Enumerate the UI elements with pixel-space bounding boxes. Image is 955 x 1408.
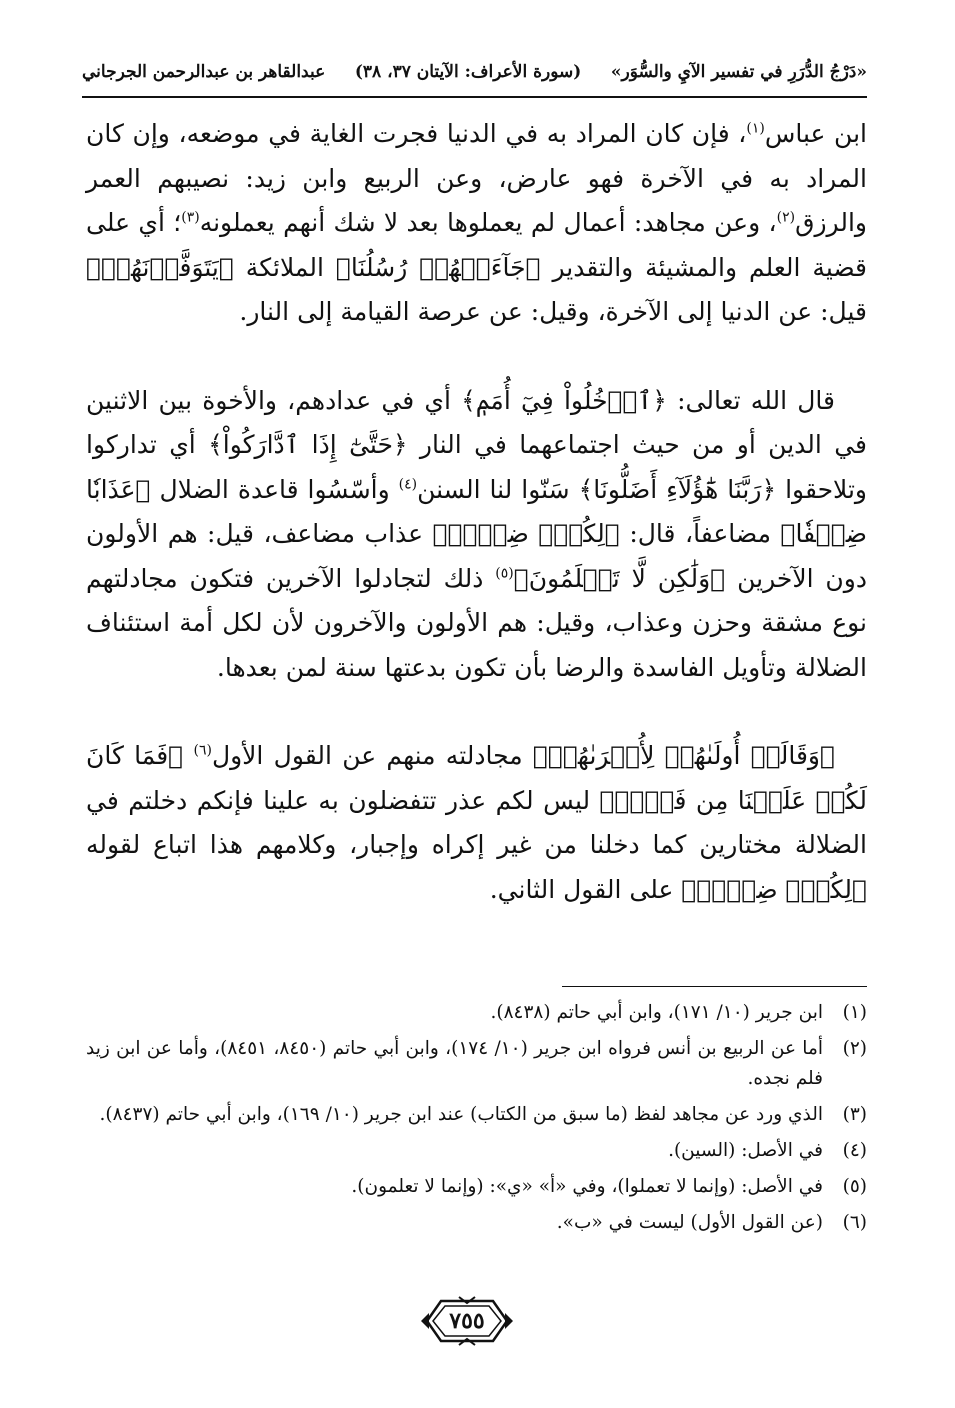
footnote-item [86, 1034, 867, 1094]
footnote-text: (عن القول الأول) ليست في «ب». [556, 1212, 823, 1233]
text-run: ليس لكم عذر تتفضلون به علينا فإنكم دخلتم في الضلالة مختارين كما دخلنا من غير إكراه وإجبار، وكلامهم هذا اتباع لقوله [86, 785, 867, 859]
quran-quote: ﴿لِكُلّٖ ضِعۡفٞ﴾ [681, 874, 867, 904]
footnote-number: (٤) [842, 1140, 867, 1161]
quran-quote: ﴿لِكُلّٖ ضِعۡفٞ﴾ [432, 519, 620, 548]
quran-quote: ﴿حَتَّىٰٓ إِذَا ٱدَّارَكُواْ﴾ [208, 430, 408, 459]
paragraph-gap [86, 335, 867, 379]
paragraph-3 [86, 734, 867, 912]
quran-quote: ﴿جَآءَتۡهُمۡ رُسُلُنَا﴾ [335, 252, 541, 282]
footnote-ref-3: (٣) [181, 209, 200, 226]
footnotes [86, 998, 867, 1244]
footnote-ref-2: (٢) [776, 209, 796, 226]
paragraph-1 [86, 112, 867, 335]
footnote-text: أما عن الربيع بن أنس فرواه ابن جرير (١٠/ ١٧٤)، وابن أبي حاتم (٨٤٥٠، ٨٤٥١)، وأما عن ابن زيد فلم نجده. [86, 1038, 823, 1089]
quran-quote: ﴿يَتَوَفَّوۡنَهُمۡ﴾ [86, 252, 234, 282]
paragraph-gap [86, 690, 867, 734]
footnote-item [86, 1208, 867, 1238]
text-run: ، فإن كان المراد به في الدنيا فجرت الغاية في موضعه، وإن كان المراد به في الآخرة فهو عارض، وعن الربيع وابن زيد: نصيبهم العمر والرزق [86, 119, 867, 237]
footnote-number: (٦) [842, 1212, 867, 1233]
text-run: قيل: عن الدنيا إلى الآخرة، وقيل: عن عرصة القيامة إلى النار. [239, 297, 867, 326]
text-run: ابن عباس [764, 119, 867, 148]
quran-quote: ﴿رَبَّنَا هَٰٓؤُلَآءِ أَضَلُّونَا﴾ [578, 474, 777, 504]
running-header [82, 52, 867, 92]
footnote-item [86, 1172, 867, 1202]
footnote-text: في الأصل: (السين). [668, 1140, 823, 1161]
footnote-text: في الأصل: (وإنما لا تعملوا)، وفي «أ» «ي»: (وإنما لا تعلمون). [351, 1176, 823, 1197]
footnote-ref-4: (٤) [398, 476, 418, 493]
quran-quote: ﴿وَقَالَتۡ أُولَىٰهُمۡ لِأُخۡرَىٰهُمۡ﴾ [532, 741, 835, 770]
surah-reference: (سورة الأعراف: الآيتان ٣٧، ٣٨) [354, 62, 582, 82]
footnote-number: (٣) [842, 1104, 867, 1125]
footnote-text: الذي ورد عن مجاهد لفظ (ما سبق من الكتاب) عند ابن جرير (١٠/ ١٦٩)، وابن أبي حاتم (٨٤٣٧). [99, 1104, 823, 1125]
footnote-number: (٥) [842, 1176, 867, 1197]
footnote-divider [562, 986, 867, 987]
text-run: ؛ أي على قضية العلم والمشيئة والتقدير [86, 208, 867, 282]
quran-quote: ﴿ٱدۡخُلُواْ فِيٓ أُمَمٖ﴾ [461, 385, 667, 415]
paragraph-2 [86, 379, 867, 691]
footnote-text: ابن جرير (١٠/ ١٧١)، وابن أبي حاتم (٨٤٣٨). [490, 1002, 823, 1023]
text-run: أي في عدادهم، والأخوة بين الاثنين في الدين أو من حيث اجتماعهما في النار [86, 385, 867, 459]
text-run: ذلك لتجادلوا الآخرين فتكون مجادلتهم نوع مشقة وحزن وعذاب، وقيل: هم الأولون والآخرون لأن لكل أمة استئناف الضلالة وتأويل الفاسدة والرضا بأن تكون بدعتها سنة لمن بعدها. [86, 563, 867, 682]
footnote-number: (٢) [842, 1038, 867, 1059]
text-run [183, 741, 193, 770]
footnote-item [86, 1136, 867, 1166]
page-number: ٧٥٥ [449, 1308, 485, 1334]
footnote-ref-5: (٥) [495, 565, 514, 582]
text-run: سَنّوا لنا السنن [417, 474, 579, 504]
text-run: على القول الثاني. [489, 874, 682, 904]
footnote-item [86, 998, 867, 1028]
text-run: وأسّسُوا قاعدة الضلال [150, 474, 399, 504]
footnote-item [86, 1100, 867, 1130]
text-run: مجادلته منهم عن القول الأول [211, 741, 533, 770]
text-run: ، وعن مجاهد: أعمال لم يعملوها بعد لا شك أنهم يعملونه [199, 208, 777, 237]
quran-quote: ﴿عَذَابٗا ضِعۡفٗا﴾ [86, 474, 868, 548]
quran-quote: ﴿فَمَا كَانَ لَكُمۡ عَلَيۡنَا مِن فَضۡلٖ﴾ [86, 741, 867, 815]
page-number-ornament [419, 1295, 515, 1347]
footnote-ref-6: (٦) [193, 742, 212, 759]
book-title: «دَرْجُ الدُّرَرِ في تفسير الآيِ والسُّوَر» [610, 62, 867, 82]
footnote-ref-1: (١) [746, 120, 765, 137]
text-run: مضاعفاً، قال: [619, 519, 781, 548]
quran-quote: ﴿وَلَٰكِن لَّا تَعۡلَمُونَ﴾ [513, 563, 726, 593]
footnote-number: (١) [842, 1002, 867, 1023]
header-divider [82, 96, 867, 98]
text-run: أي تداركوا وتلاحقوا [86, 430, 867, 504]
text-run: قال الله تعالى: [666, 385, 835, 415]
author-name: عبدالقاهر بن عبدالرحمن الجرجاني [82, 62, 326, 82]
main-text [86, 112, 867, 912]
text-run: عذاب مضاعف، قيل: هم الأولون دون الآخرين [86, 519, 868, 593]
text-run: الملائكة [233, 252, 336, 282]
